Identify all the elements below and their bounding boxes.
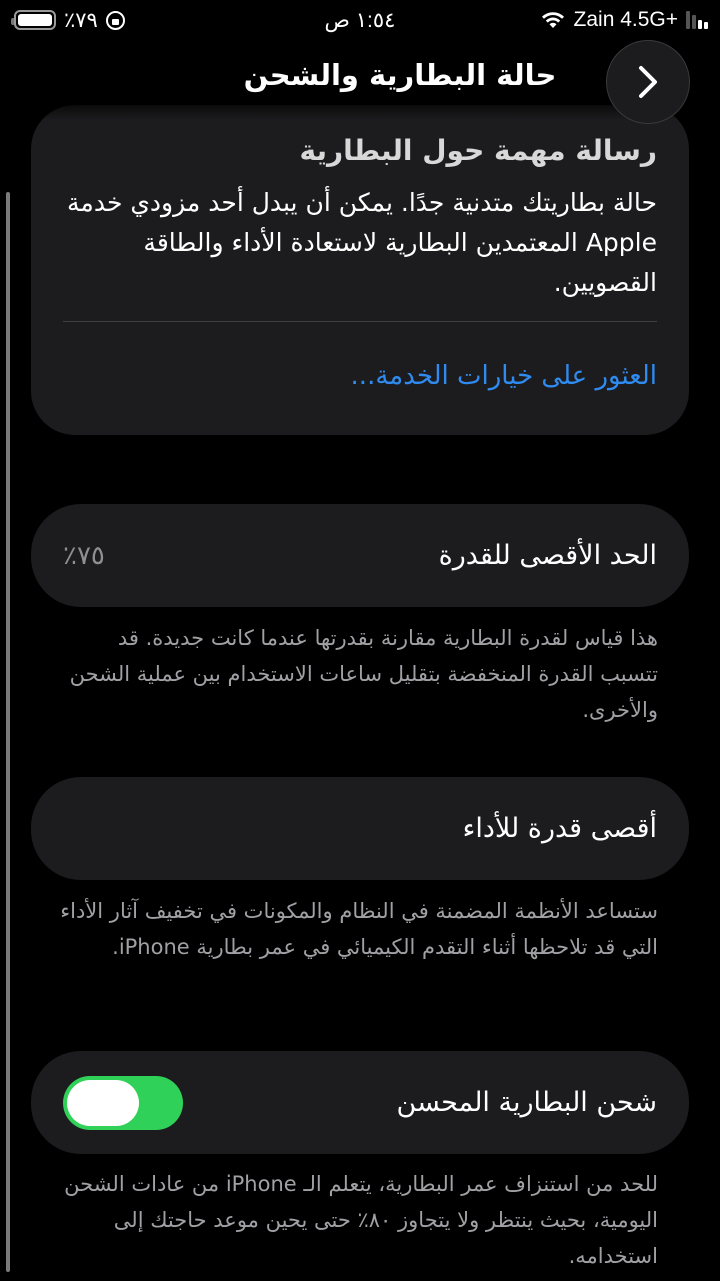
clock: ١:٥٤ ص xyxy=(324,8,396,32)
optimized-charging-toggle[interactable] xyxy=(63,1076,183,1130)
battery-message-card xyxy=(31,105,689,435)
optimized-charging-row xyxy=(31,1051,689,1154)
divider xyxy=(63,321,657,322)
maximum-capacity-row xyxy=(31,504,689,607)
status-bar-right xyxy=(540,8,708,32)
maximum-capacity-value: ٪٧٥ xyxy=(63,540,105,571)
optimized-charging-footnote: للحد من استنزاف عمر البطارية، يتعلم الـ iPhone من عادات الشحن اليومية، بحيث ينتظر ولا يتجاوز ٨٠٪ حتى يحين موعد حاجتك إلى استخدامه. xyxy=(64,1172,658,1268)
carrier-label: Zain 4.5G+ xyxy=(573,8,678,31)
toggle-knob xyxy=(67,1080,139,1126)
maximum-capacity-footnote: هذا قياس لقدرة البطارية مقارنة بقدرتها عندما كانت جديدة. قد تتسبب القدرة المنخفضة بتقليل ساعات الاستخدام بين عملية الشحن والأخرى. xyxy=(69,626,658,722)
back-button[interactable] xyxy=(606,40,690,124)
battery-icon xyxy=(14,10,56,30)
chevron-right-icon xyxy=(635,64,661,100)
peak-performance-row xyxy=(31,777,689,880)
navigation-bar xyxy=(0,40,720,120)
optimized-charging-label: شحن البطارية المحسن xyxy=(396,1087,657,1118)
status-bar-left xyxy=(14,8,125,33)
vertical-scrollbar[interactable] xyxy=(6,192,10,1272)
cellular-signal-icon xyxy=(686,11,708,29)
peak-performance-label: أقصى قدرة للأداء xyxy=(462,813,657,844)
battery-message-title: رسالة مهمة حول البطارية xyxy=(299,134,657,167)
status-bar xyxy=(0,0,720,40)
maximum-capacity-label: الحد الأقصى للقدرة xyxy=(438,540,657,571)
page-title: حالة البطارية والشحن xyxy=(243,58,557,92)
rotation-lock-icon xyxy=(106,11,125,30)
battery-message-body: حالة بطاريتك متدنية جدًا. يمكن أن يبدل أحد مزودي خدمة Apple المعتمدين البطارية لاستعادة الأداء والطاقة القصويين. xyxy=(67,188,657,297)
battery-percent: ٪٧٩ xyxy=(64,8,98,32)
wifi-icon xyxy=(540,10,566,30)
peak-performance-footnote: ستساعد الأنظمة المضمنة في النظام والمكونات في تخفيف آثار الأداء التي قد تلاحظها أثناء التقدم الكيميائي في عمر بطارية iPhone. xyxy=(60,899,658,959)
find-service-options-link[interactable]: العثور على خيارات الخدمة... xyxy=(350,361,657,391)
